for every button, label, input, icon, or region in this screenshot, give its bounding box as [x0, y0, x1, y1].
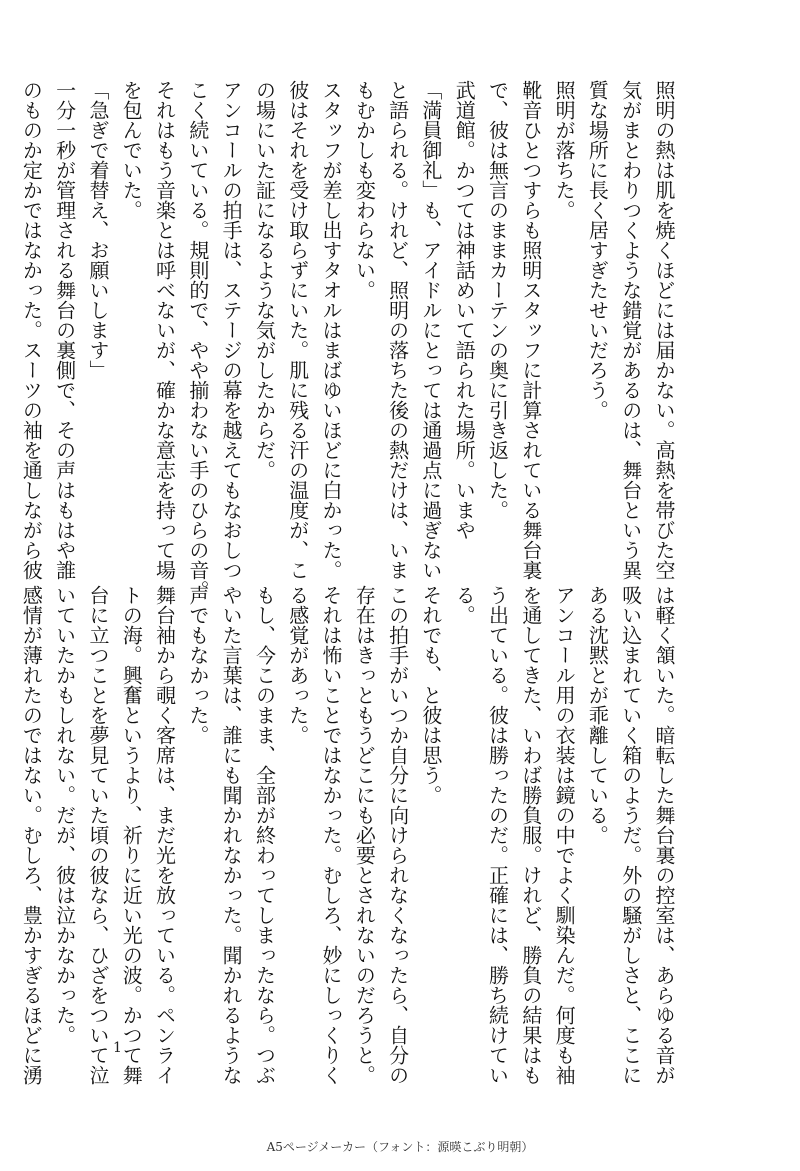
- text-line: 気がまとわりつくような錯覚があるのは、舞台という異: [618, 80, 643, 580]
- text-line: 感情が薄れたのではない。むしろ、豊かすぎるほどに湧: [19, 585, 44, 1085]
- text-line: 「急ぎで着替え、お願いします」: [85, 80, 110, 380]
- text-line: を包んでいた。: [119, 80, 144, 220]
- text-line: それは怖いことではなかった。むしろ、妙にしっくりく: [319, 585, 344, 1085]
- text-line: 舞台袖から覗く客席は、まだ光を放っている。ペンライ: [152, 585, 177, 1085]
- text-line: 照明の熱は肌を焼くほどには届かない。高熱を帯びた空: [652, 80, 676, 580]
- body-text-lower: [19, 585, 680, 1085]
- text-line: スタッフが差し出すタオルはまばゆいほどに白かった。: [319, 80, 344, 580]
- text-line: アンコールの拍手は、ステージの幕を越えてもなおしつ: [219, 80, 244, 580]
- text-line: を通してきた、いわば勝負服。けれど、勝負の結果はも: [518, 585, 543, 1085]
- text-line: る感覚があった。: [285, 585, 310, 745]
- text-line: 靴音ひとつすらも照明スタッフに計算されている舞台裏: [518, 80, 543, 580]
- text-line: う出ている。彼は勝ったのだ。正確には、勝ち続けてい: [485, 585, 510, 1085]
- text-line: と語られる。けれど、照明の落ちた後の熱だけは、いま: [385, 80, 410, 580]
- text-line: この拍手がいつか自分に向けられなくなったら、自分の: [385, 585, 410, 1085]
- text-line: 一分一秒が管理される舞台の裏側で、その声はもはや誰: [52, 80, 77, 580]
- text-line: 台に立つことを夢見ていた頃の彼なら、ひざをついて泣: [85, 585, 110, 1085]
- text-line: 質な場所に長く居すぎたせいだろう。: [585, 80, 610, 420]
- body-text-upper: [19, 80, 680, 600]
- text-line: 彼はそれを受け取らずにいた。肌に残る汗の温度が、こ: [285, 80, 310, 580]
- page-number: 1: [113, 1040, 122, 1056]
- text-line: 「満員御礼」も、アイドルにとっては通過点に過ぎない: [418, 80, 443, 580]
- text-line: やいた言葉は、誰にも聞かれなかった。聞かれるような: [219, 585, 244, 1085]
- text-line: トの海。興奮というより、祈りに近い光の波。かつて舞: [119, 585, 144, 1085]
- text-line: それでも、と彼は思う。: [418, 585, 443, 805]
- text-line: いていたかもしれない。だが、彼は泣かなかった。: [52, 585, 77, 1045]
- text-line: ある沈黙とが乖離している。: [585, 585, 610, 845]
- text-line: 声でもなかった。: [185, 585, 210, 745]
- text-line: 吸い込まれていく箱のようだ。外の騒がしさと、ここに: [618, 585, 643, 1085]
- text-line: は軽く頷いた。暗転した舞台裏の控室は、あらゆる音が: [652, 585, 676, 1085]
- text-line: アンコール用の衣装は鏡の中でよく馴染んだ。何度も袖: [552, 585, 577, 1085]
- text-line: 存在はきっともうどこにも必要とされないのだろうと。: [352, 585, 377, 1085]
- text-line: もむかしも変わらない。: [352, 80, 377, 300]
- text-line: それはもう音楽とは呼べないが、確かな意志を持って場: [152, 80, 177, 580]
- text-line: 武道館。かつては神話めいて語られた場所。いまや: [452, 80, 477, 540]
- text-line: こく続いている。規則的で、やや揃わない手のひらの音。: [185, 80, 210, 600]
- footer-credit: A5ページメーカー（フォント：源暎こぶり明朝）: [266, 1140, 534, 1154]
- text-line: で、彼は無言のままカーテンの奥に引き返した。: [485, 80, 510, 520]
- text-line: の場にいた証になるような気がしたからだ。: [252, 80, 277, 480]
- text-line: もし、今このまま、全部が終わってしまったなら。つぶ: [252, 585, 277, 1085]
- text-line: のものか定かではなかった。スーツの袖を通しながら彼: [19, 80, 44, 580]
- text-line: る。: [452, 585, 477, 625]
- text-line: 照明が落ちた。: [552, 80, 577, 220]
